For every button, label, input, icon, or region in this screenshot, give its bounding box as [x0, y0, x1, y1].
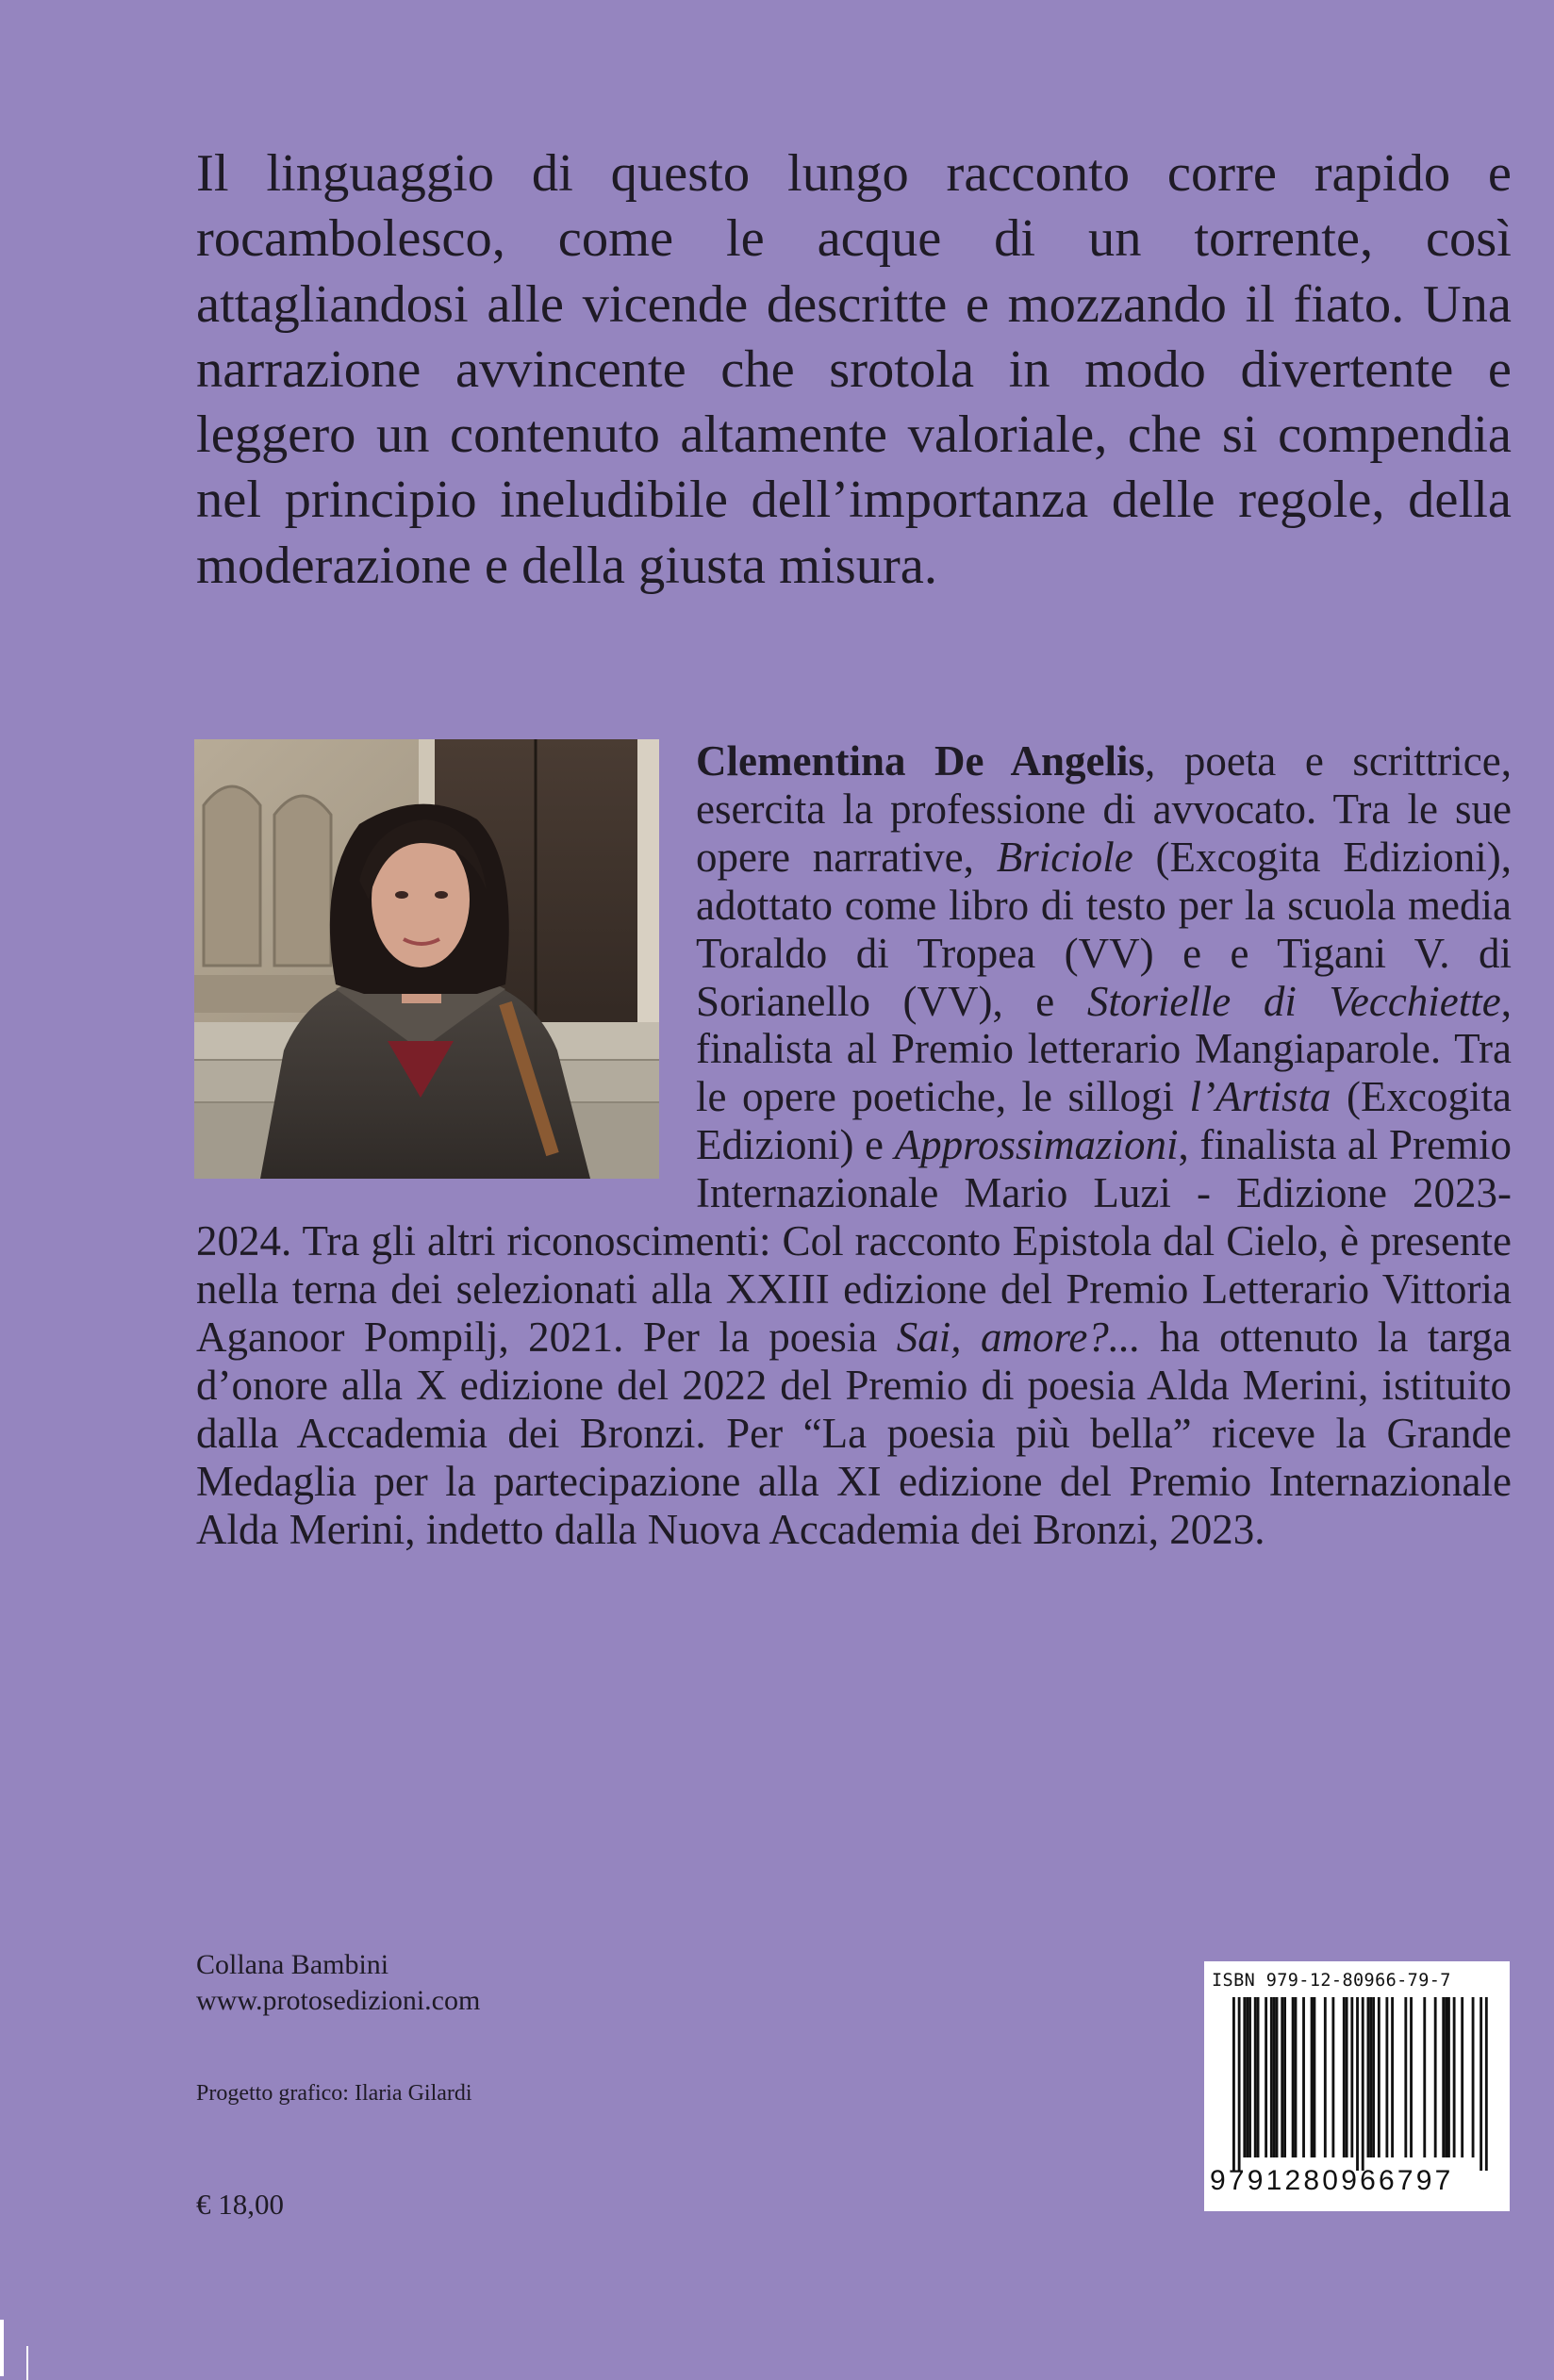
barcode-bar: [1453, 1997, 1456, 2157]
barcode-bar: [1314, 1997, 1316, 2157]
series-name: Collana Bambini: [196, 1949, 389, 1980]
barcode-bar: [1461, 1997, 1463, 2157]
barcode-bar: [1472, 1997, 1475, 2157]
author-name: Clementina De Angelis: [696, 737, 1146, 785]
barcode-bar: [1367, 1997, 1370, 2157]
bio-text-3: , finalista al Premio letterario Mangiaparole. Tra le opere poetiche, le sillogi: [696, 977, 1513, 1121]
isbn-barcode: [1204, 1961, 1510, 2211]
bio-text-4: (Excogita Edizioni) e: [696, 1073, 1512, 1169]
barcode-bar: [1281, 1997, 1283, 2157]
trim-mark: [0, 2320, 4, 2376]
barcode-bar: [1246, 1997, 1248, 2157]
barcode-bar: [1410, 1997, 1413, 2157]
work-title-approssimazioni: Approssimazioni: [894, 1121, 1179, 1169]
barcode-bar: [1356, 1997, 1359, 2171]
work-title-storielle: Storielle di Vecchiette: [1086, 977, 1501, 1025]
publisher-website: www.protosedizioni.com: [196, 1985, 481, 2016]
bio-text-1: , poeta e scrittrice, esercita la professione di avvocato. Tra le sue opere narrative,: [696, 737, 1512, 881]
barcode-bar: [1423, 1997, 1426, 2157]
barcode-bar: [1480, 1997, 1482, 2171]
barcode-bar: [1346, 1997, 1348, 2157]
work-title-briciole: Briciole: [996, 833, 1133, 881]
barcode-bar: [1238, 1997, 1241, 2171]
barcode-bar: [1372, 1997, 1375, 2157]
barcode-bar: [1270, 1997, 1273, 2157]
barcode-bar: [1447, 1997, 1450, 2157]
back-cover-blurb: Il linguaggio di questo lungo racconto corre rapido e rocambolesco, come le acque di un torrente, così attagliandosi alle vicende descritte e mozzando il fiato. Una narrazione avvincente che srotola in modo divertente e leggero un contenuto altamente valoriale, che si compendia nel principio ineludibile dell’importanza delle regole, della moderazione e della giusta misura.: [196, 144, 1512, 595]
trim-mark: [26, 2346, 28, 2380]
price: € 18,00: [196, 2188, 284, 2221]
barcode-bar: [1254, 1997, 1257, 2157]
barcode-bar: [1391, 1997, 1394, 2157]
barcode-bar: [1324, 1997, 1327, 2157]
barcode-bar: [1362, 1997, 1364, 2171]
barcode-bar: [1343, 1997, 1346, 2157]
barcode-bar: [1378, 1997, 1380, 2157]
barcode-bar: [1445, 1997, 1447, 2157]
barcode-bar: [1283, 1997, 1286, 2157]
barcode-bar: [1276, 1997, 1279, 2157]
barcode-bar: [1350, 1997, 1353, 2157]
barcode-bar: [1273, 1997, 1276, 2157]
barcode-bar: [1265, 1997, 1267, 2157]
barcode-bar: [1243, 1997, 1246, 2157]
barcode-bar: [1232, 1997, 1235, 2171]
barcode-bar: [1369, 1997, 1372, 2157]
barcode-bar: [1257, 1997, 1260, 2157]
barcode-bar: [1331, 1997, 1334, 2157]
barcode-bar: [1385, 1997, 1388, 2157]
bio-text-2: (Excogita Edizioni), adottato come libro di testo per la scuola media Toraldo di Tropea (VV) e e Tigani V. di Sorianello (VV), e: [696, 833, 1512, 1025]
bio-text-6: ha ottenuto la targa d’onore alla X edizione del 2022 del Premio di poesia Alda Merini, istituito dalla Accademia dei Bronzi. Per “La poesia più bella” riceve la Grande Medaglia per la partecipazione alla XI edizione del Premio Internazionale Alda Merini, indetto dalla Nuova Accademia dei Bronzi, 2023.: [196, 1313, 1512, 1553]
barcode-bar: [1311, 1997, 1314, 2157]
photo-spacer: [196, 737, 696, 1190]
work-title-sai-amore: Sai, amore?...: [896, 1313, 1141, 1361]
barcode-bar: [1302, 1997, 1305, 2157]
barcode-bar: [1404, 1997, 1407, 2157]
bio-text-5: , finalista al Premio Internazionale Mario Luzi - Edizione 2023-2024. Tra gli altri riconoscimenti: Col racconto Epistola dal Cielo, è presente nella terna dei selezionati alla XXIII edizione del Premio Letterario Vittoria Aganoor Pompilj, 2021. Per la poesia: [196, 1121, 1512, 1361]
barcode-bar: [1485, 1997, 1488, 2171]
work-title-artista: l’Artista: [1189, 1073, 1331, 1121]
barcode-bar: [1248, 1997, 1251, 2157]
isbn-digits: 9791280966797: [1210, 2165, 1454, 2196]
barcode-bar: [1295, 1997, 1298, 2157]
barcode-bar: [1292, 1997, 1295, 2157]
author-bio: [196, 737, 1512, 1553]
barcode-bar: [1442, 1997, 1445, 2157]
design-credit: Progetto grafico: Ilaria Gilardi: [196, 2081, 472, 2106]
barcode-bar: [1434, 1997, 1437, 2157]
isbn-label: ISBN 979-12-80966-79-7: [1212, 1971, 1451, 1991]
